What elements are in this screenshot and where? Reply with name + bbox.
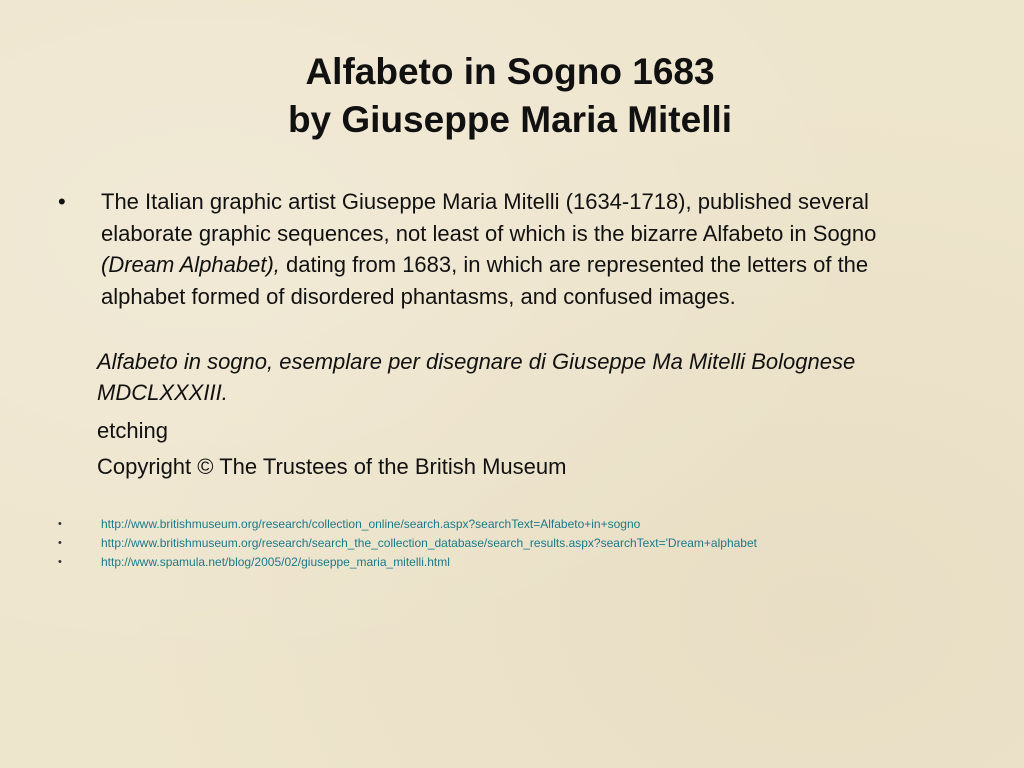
artwork-caption: Alfabeto in sogno, esemplare per disegnare di Giuseppe Ma Mitelli Bolognese MDCLXXXIII. — [97, 349, 856, 405]
link-item — [58, 515, 958, 534]
artwork-medium: etching — [97, 418, 168, 443]
link-item — [58, 553, 958, 572]
main-bullet-text-part1: The Italian graphic artist Giuseppe Maria Mitelli (1634-1718), published several elaborate graphic sequences, not least of which is the bizarre Alfabeto in Sogno — [101, 189, 877, 246]
main-bullet-text — [101, 186, 931, 312]
main-bullet-text-part2: dating from 1683, in which are represented the letters of the alphabet formed of disordered phantasms, and confused images. — [101, 252, 869, 309]
bullet-icon: • — [58, 556, 62, 568]
reference-links — [58, 515, 958, 572]
title-line-1: Alfabeto in Sogno 1683 — [305, 51, 715, 92]
bullet-icon: • — [58, 189, 66, 214]
copyright-notice: Copyright © The Trustees of the British Museum — [97, 454, 567, 479]
title-line-2: by Giuseppe Maria Mitelli — [287, 99, 733, 140]
link-british-museum-dream-alphabet[interactable]: http://www.britishmuseum.org/research/search_the_collection_database/search_results.aspx?searchText='Dream+alphabet — [101, 536, 757, 550]
link-item — [58, 534, 958, 553]
bullet-icon: • — [58, 537, 62, 549]
bullet-icon: • — [58, 518, 62, 530]
link-spamula-blog[interactable]: http://www.spamula.net/blog/2005/02/giuseppe_maria_mitelli.html — [101, 555, 450, 569]
link-british-museum-alfabeto[interactable]: http://www.britishmuseum.org/research/collection_online/search.aspx?searchText=Alfabeto+in+sogno — [101, 517, 641, 531]
slide-title — [200, 48, 820, 144]
main-bullet-text-italic: (Dream Alphabet), — [101, 252, 280, 277]
